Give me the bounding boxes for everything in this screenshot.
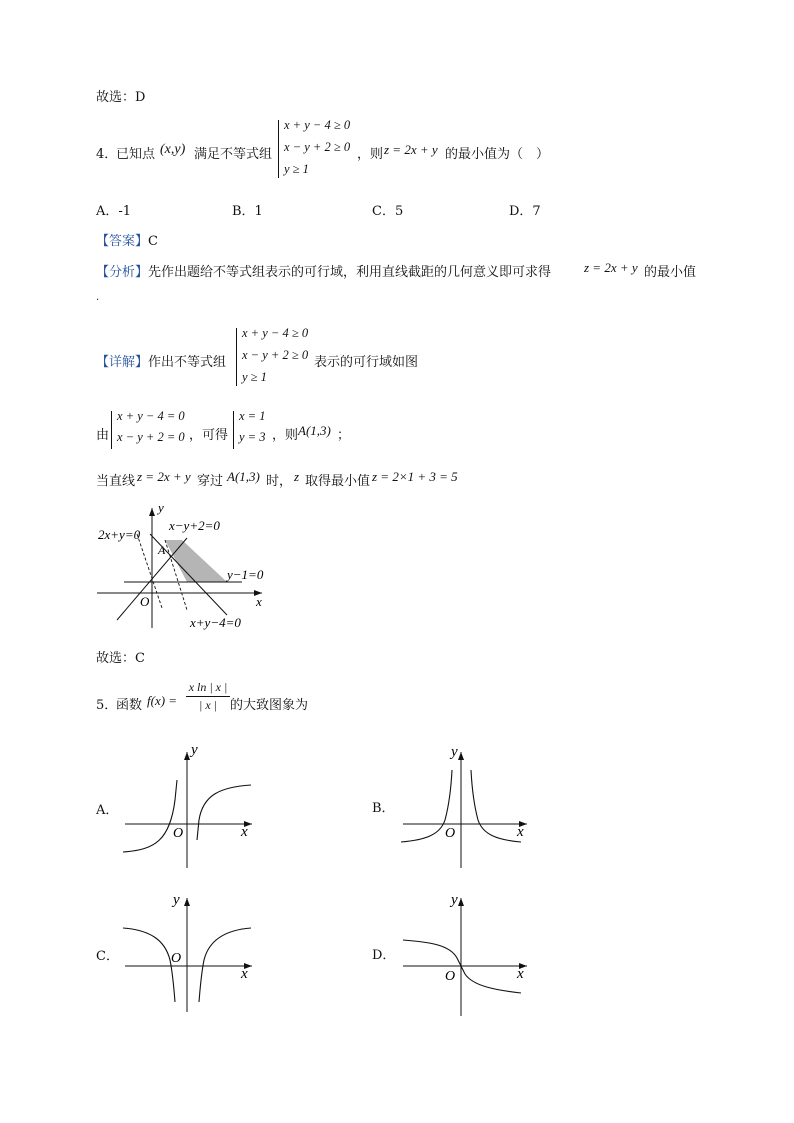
analysis-dot: . [96,292,100,303]
q5-fraction [186,680,230,713]
label-y: y [191,742,198,758]
analysis-text: 先作出题给不等式组表示的可行域，利用直线截距的几何意义即可求得 [148,265,552,280]
q5-option-d-label: D． [372,948,396,963]
label-x-minus-y-plus-2: x−y+2=0 [169,518,220,533]
q3-conclusion: 故选：D [96,90,146,105]
system-row: x + y − 4 ≥ 0 [242,326,309,340]
line-text-d: 取得最小值 [305,474,371,489]
answer-value: C [148,234,158,249]
system-row: x − y + 2 = 0 [117,430,185,444]
q4-option-a: A．-1 [96,204,132,219]
line-calc: z = 2×1 + 3 = 5 [372,469,458,484]
solve-point: A(1,3) [298,423,331,438]
y-axis-arrow [149,508,155,516]
solve-text-c: ，则 [272,428,299,443]
solve-text-b: ，可得 [189,428,229,443]
label-x-plus-y-minus-4: x+y−4=0 [190,615,241,630]
curve-left [123,928,175,1002]
q4-answer-row [96,230,158,249]
solve-text-a: 由 [96,428,110,443]
line-text-a: 当直线 [96,474,136,489]
q4-stem-d: 的最小值为（ ） [445,147,550,162]
label-y-axis: y [158,500,164,515]
system-row: x − y + 2 ≥ 0 [242,348,309,362]
feasible-region [165,540,227,582]
q4-objective: z = 2x + y [384,142,438,157]
analysis-tag: 【分析】 [96,265,149,280]
q5-graph-b [395,740,535,875]
q5-option-b-label: B． [372,801,395,816]
label-origin: O [173,826,184,841]
system-row: y = 3 [239,430,266,444]
solve-system [111,409,191,453]
q5-graph-d [395,890,535,1020]
label-x-axis: x [256,594,262,609]
q5-option-a-label: A． [96,803,119,818]
line-objective: z = 2x + y [137,469,191,484]
analysis-objective: z = 2x + y [584,260,638,275]
label-x: x [241,966,248,982]
q5-stem-b: 的大致图象为 [230,698,309,713]
q4-conclusion: 故选：C [96,651,145,666]
y-axis-arrow [184,752,190,760]
q4-detail-row [96,351,226,370]
q5-option-c-label: C． [96,949,119,964]
brace [236,328,237,386]
system-row: y ≥ 1 [284,162,309,176]
label-origin: O [445,826,456,841]
y-axis-arrow [458,752,464,760]
detail-text-a: 作出不等式组 [148,355,227,370]
label-y: y [451,744,458,760]
y-axis-arrow [458,898,464,906]
q4-option-c: C．5 [372,204,404,219]
label-y-minus-1: y−1=0 [227,567,264,582]
brace [233,411,234,449]
system-row: x − y + 2 ≥ 0 [284,140,351,154]
label-point-a: A [158,543,166,557]
solve-result [233,409,273,453]
label-origin: O [171,951,182,966]
system-row: x = 1 [239,409,266,423]
label-origin: O [445,969,456,984]
label-2x-plus-y: 2x+y=0 [98,527,141,542]
brace [278,120,279,178]
q4-stem-a: 已知点 [116,147,156,162]
q5-stem-a: 函数 [116,698,143,713]
system-row: y ≥ 1 [242,370,267,384]
fraction-denominator: | x | [199,698,217,712]
q4-analysis-row [96,261,551,280]
curve-left [123,780,177,852]
system-row: x + y − 4 = 0 [117,409,185,423]
solve-text-d: ； [337,428,351,443]
label-y: y [173,892,180,908]
label-x: x [517,966,524,982]
line-text-c: 时， [266,474,293,489]
analysis-end: 的最小值 [644,265,697,280]
y-axis-arrow [184,898,190,906]
label-y: y [451,892,458,908]
line-z: z [294,469,300,484]
brace [111,411,112,449]
q4-option-b: B．1 [232,204,263,219]
fraction-numerator: x ln | x | [188,680,228,694]
curve-right [199,928,251,1002]
q4-feasible-region-graph [92,500,282,635]
q5-graph-c [115,890,260,1015]
q4-system [278,118,358,182]
system-row: x + y − 4 ≥ 0 [284,118,351,132]
q4-option-d: D．7 [509,204,541,219]
q5-function: f(x) = [147,693,178,708]
q4-point: (x,y) [160,142,186,157]
q5-number: 5． [96,698,118,713]
q4-stem-c: ，则 [357,147,384,162]
label-x: x [517,824,524,840]
line-text-b: 穿过 [197,474,224,489]
label-origin: O [140,594,150,609]
detail-system [236,326,316,390]
fraction-bar [186,696,230,697]
label-x: x [241,824,248,840]
detail-text-b: 表示的可行域如图 [314,355,419,370]
curve-right [471,770,521,842]
q4-number: 4． [96,147,118,162]
detail-tag: 【详解】 [96,355,149,370]
line-point: A(1,3) [227,469,260,484]
answer-tag: 【答案】 [96,234,149,249]
q5-graph-a [115,740,260,870]
q4-stem-b: 满足不等式组 [194,147,273,162]
